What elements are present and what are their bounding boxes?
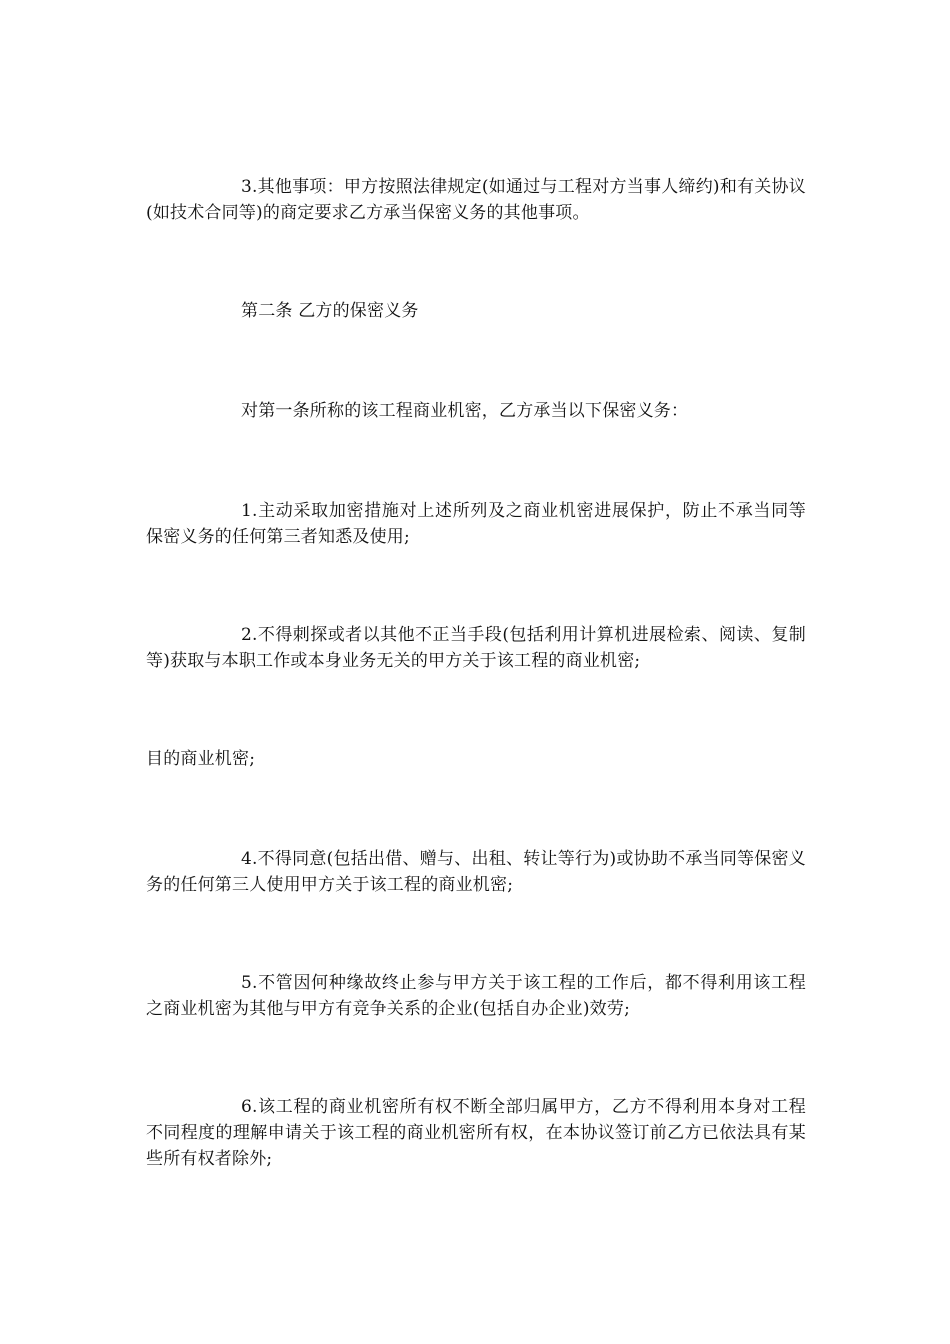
paragraph-fragment: 目的商业机密; <box>146 749 256 769</box>
paragraph-obligations-intro: 对第一条所称的该工程商业机密，乙方承当以下保密义务： <box>241 401 689 421</box>
paragraph-item-1: 1.主动采取加密措施对上述所列及之商业机密进展保护，防止不承当同等保密义务的任何第三者知悉及使用; <box>146 501 806 547</box>
paragraph-item-2: 2.不得刺探或者以其他不正当手段(包括利用计算机进展检索、阅读、复制等)获取与本职工作或本身业务无关的甲方关于该工程的商业机密; <box>146 625 806 671</box>
section-heading-article-2: 第二条 乙方的保密义务 <box>241 301 419 321</box>
paragraph-item-6: 6.该工程的商业机密所有权不断全部归属甲方，乙方不得利用本身对工程不同程度的理解申请关于该工程的商业机密所有权，在本协议签订前乙方已依法具有某些所有权者除外; <box>146 1097 806 1169</box>
paragraph-item-4: 4.不得同意(包括出借、赠与、出租、转让等行为)或协助不承当同等保密义务的任何第三人使用甲方关于该工程的商业机密; <box>146 849 806 895</box>
paragraph-other-matters: 3.其他事项：甲方按照法律规定(如通过与工程对方当事人缔约)和有关协议(如技术合同等)的商定要求乙方承当保密义务的其他事项。 <box>146 177 806 223</box>
paragraph-item-5: 5.不管因何种缘故终止参与甲方关于该工程的工作后，都不得利用该工程之商业机密为其他与甲方有竞争关系的企业(包括自办企业)效劳; <box>146 973 806 1019</box>
